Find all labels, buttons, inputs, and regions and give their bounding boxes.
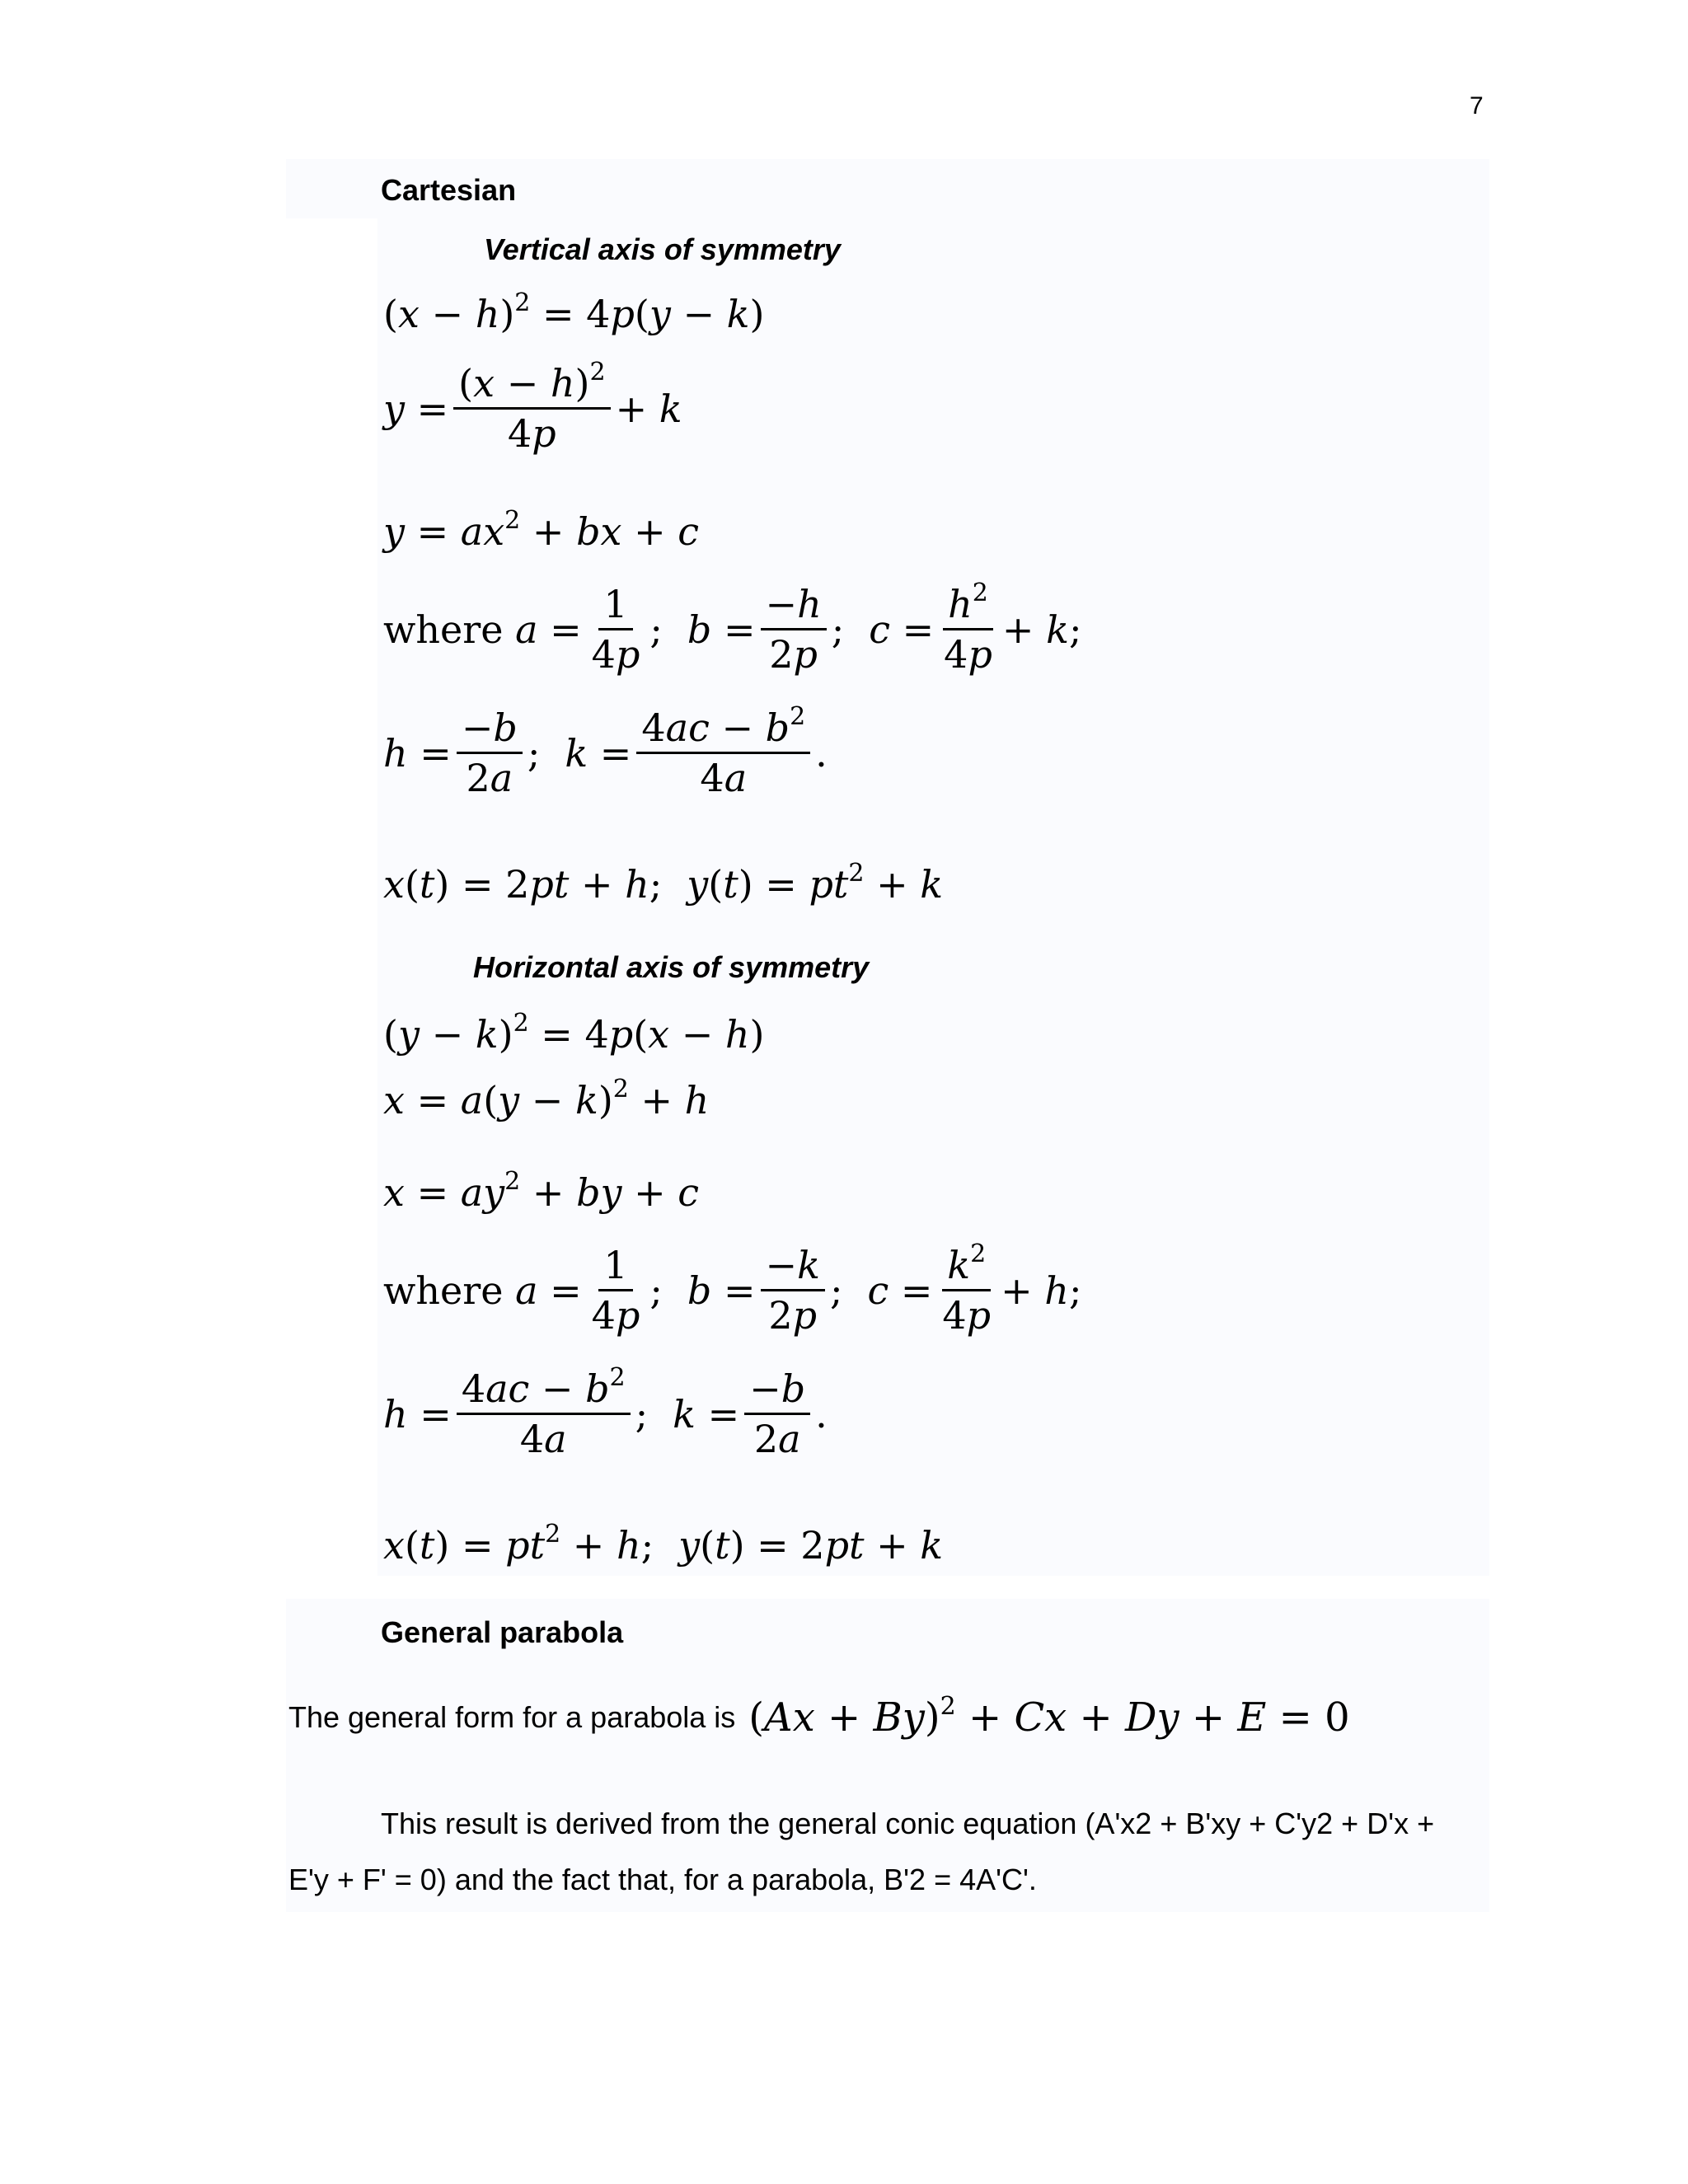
equation-horizontal-parametric: $x(t) = pt^2 + h$; y(t) = 2pt + k	[383, 1520, 944, 1568]
general-form-intro: The general form for a parabola is	[288, 1699, 736, 1734]
equation-horizontal-standard: $(y - k)^2 = 4p(x - h)$	[383, 1009, 765, 1057]
equation-horizontal-polynomial: $x = ay^2$ + by + c	[383, 1167, 700, 1215]
paragraph-line-1: This result is derived from the general conic equation (A'x2 + B'xy + C'y2 + D'x +	[381, 1807, 1435, 1840]
page-number: 7	[1470, 92, 1484, 120]
equation-horizontal-x-solved: $x = a(y - k)^2 + h$	[383, 1075, 710, 1122]
equation-vertical-polynomial: $y = ax^2$ + bx + c	[383, 506, 700, 554]
heading-cartesian: Cartesian	[381, 173, 517, 207]
heading-horizontal-axis: Horizontal axis of symmetry	[473, 950, 870, 984]
equation-vertical-vertex: h = $\frac{-b}{2a}$ ; k = $\frac{4ac - b^2}{4a}$ .	[383, 702, 828, 800]
equation-general-form: $(Ax + By)^2 + Cx + Dy + E = 0$	[748, 1692, 1350, 1741]
general-form-line	[288, 1692, 1350, 1741]
heading-general-parabola: General parabola	[381, 1615, 624, 1649]
paragraph-line-2: E'y + F' = 0) and the fact that, for a parabola, B'2 = 4A'C'.	[288, 1863, 1037, 1896]
heading-vertical-axis: Vertical axis of symmetry	[484, 232, 841, 266]
equation-horizontal-vertex: h = $\frac{4ac - b^2}{4a}$ ; k = $\frac{-b}{2a}$ .	[383, 1363, 828, 1461]
equation-horizontal-coefficients: where a = $\frac{1}{4p}$ ; b = $\frac{-k}{2p}$ ; c = $\frac{k^2}{4p}$ + h;	[383, 1240, 1082, 1338]
equation-vertical-y-solved: y = $\frac{(x - h)^2}{4p}$ + k	[383, 358, 682, 456]
equation-vertical-coefficients: where a = $\frac{1}{4p}$ ; b = $\frac{-h}{2p}$ ; c = $\frac{h^2}{4p}$ + k;	[383, 579, 1082, 677]
equation-vertical-parametric: x(t) = 2pt + h; $y(t) = pt^2 + k$	[383, 859, 944, 907]
equation-vertical-standard: $(x - h)^2 = 4p(y - k)$	[383, 288, 765, 336]
